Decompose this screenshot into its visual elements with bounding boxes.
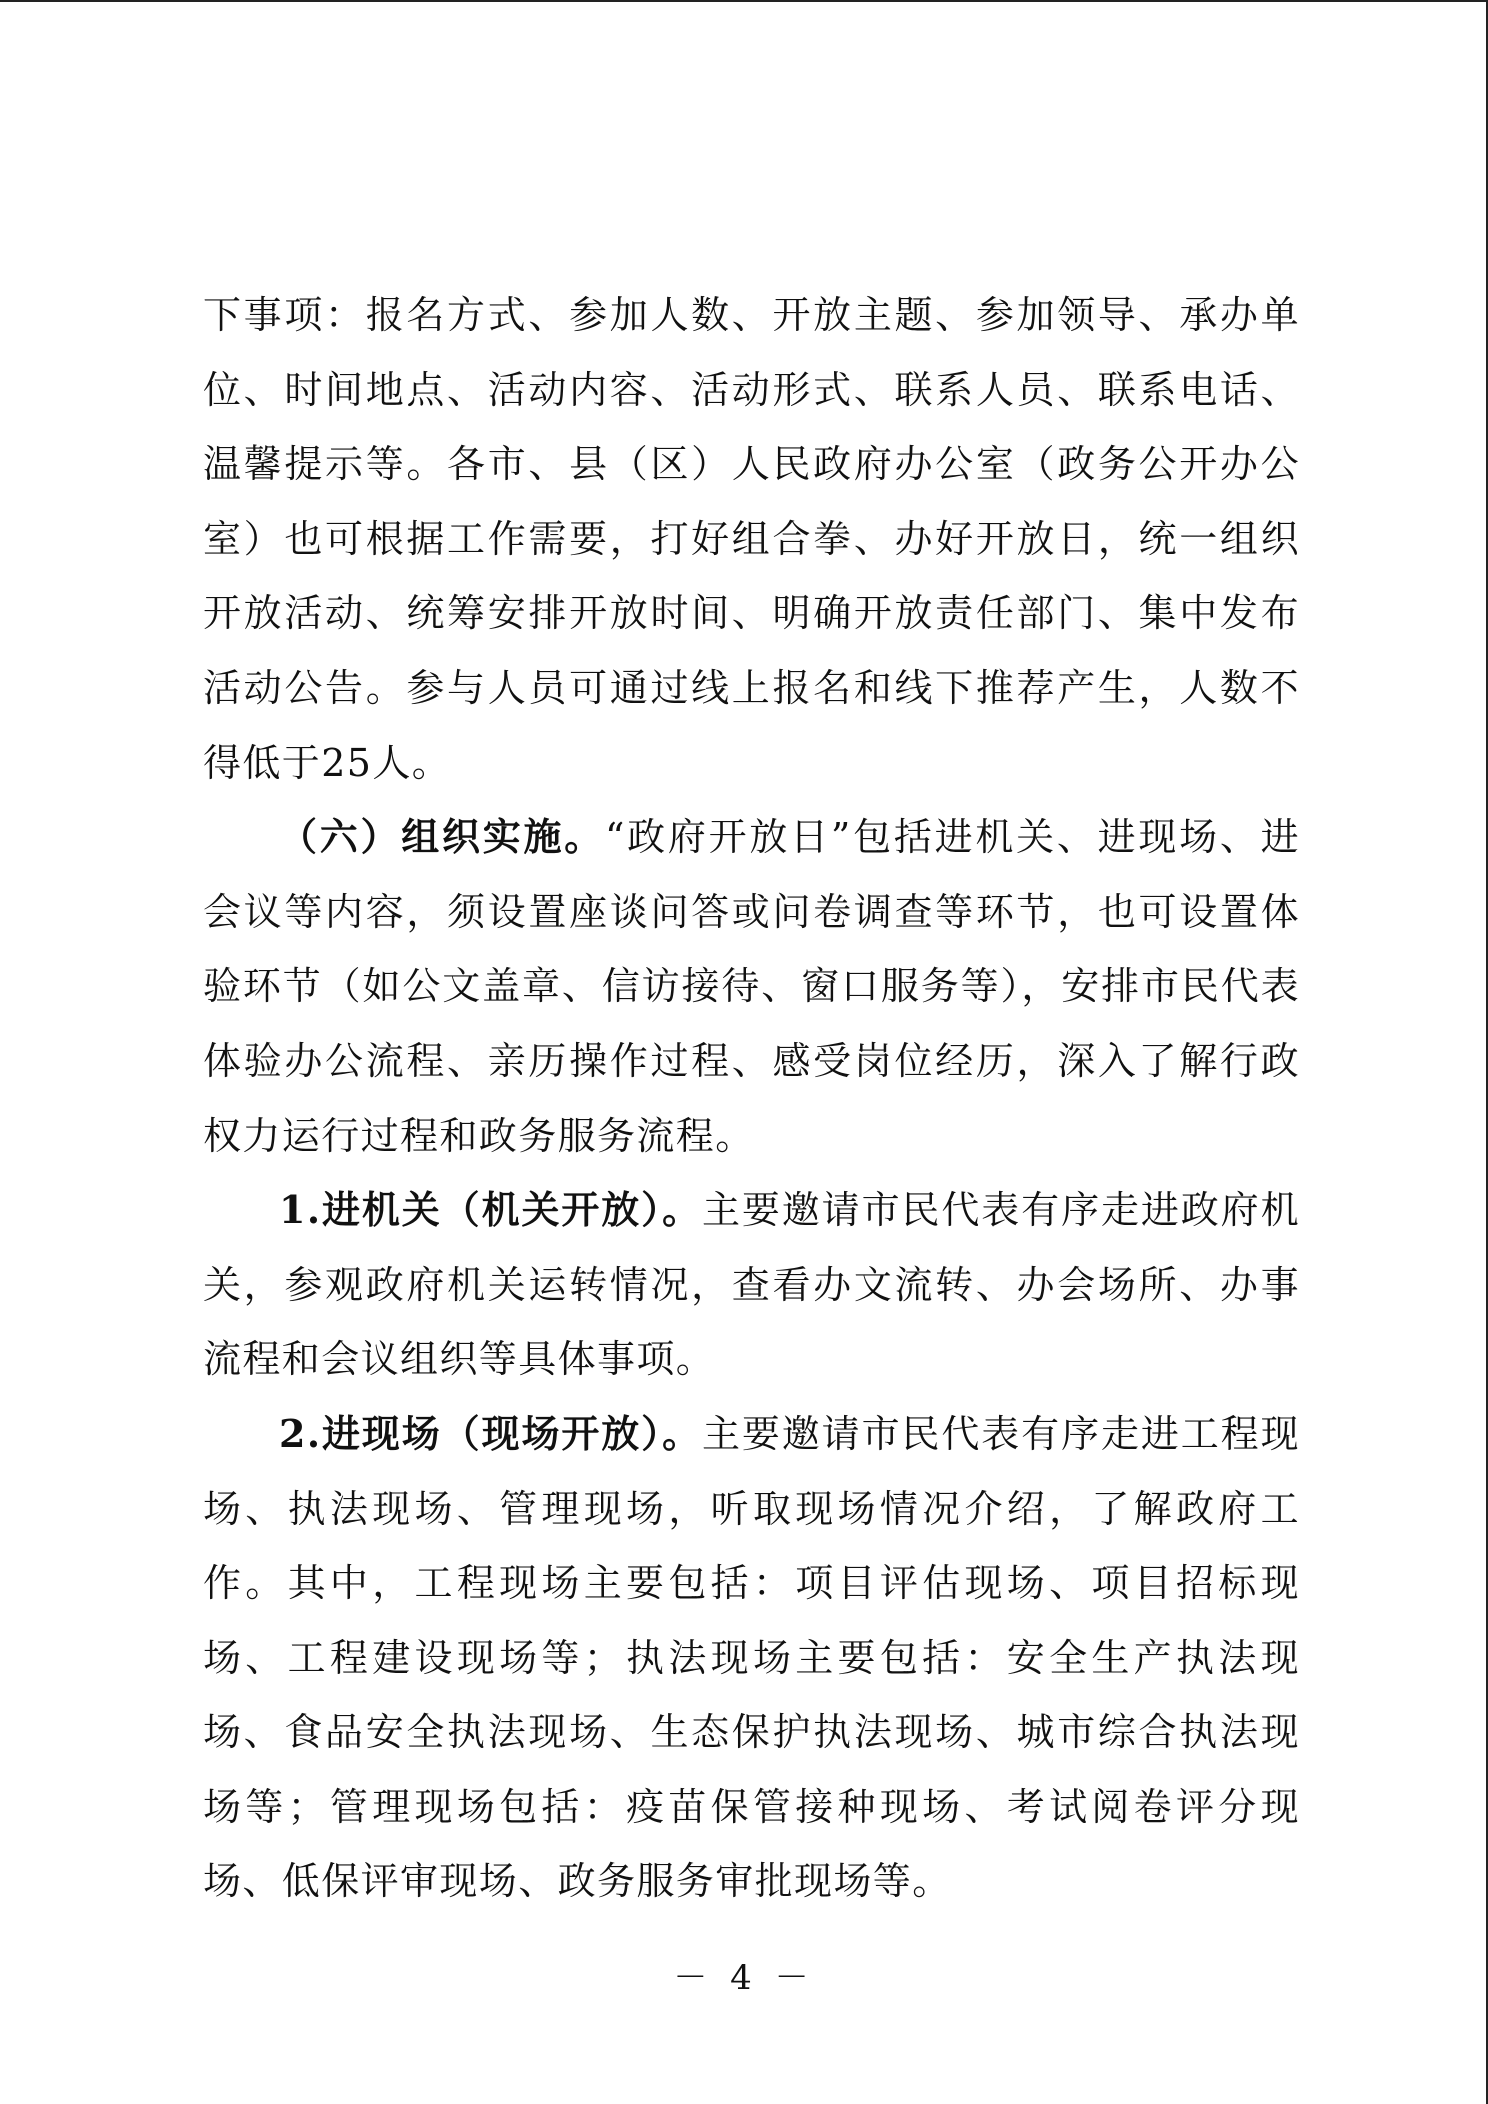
- paragraph-4: [203, 1397, 1300, 1919]
- paragraph-4-text: 主要邀请市民代表有序走进工程现场、执法现场、管理现场，听取现场情况介绍，了解政府工作。其中，工程现场主要包括：项目评估现场、项目招标现场、工程建设现场等；执法现场主要包括：安全生产执法现场、食品安全执法现场、生态保护执法现场、城市综合执法现场等；管理现场包括：疫苗保管接种现场、考试阅卷评分现场、低保评审现场、政务服务审批现场等。: [203, 1411, 1300, 1904]
- paragraph-4-heading: 2.进现场（现场开放）。: [279, 1410, 702, 1456]
- paragraph-2-text: “政府开放日”包括进机关、进现场、进会议等内容，须设置座谈问答或问卷调查等环节，也可设置体验环节（如公文盖章、信访接待、窗口服务等），安排市民代表体验办公流程、亲历操作过程、感受岗位经历，深入了解行政权力运行过程和政务服务流程。: [203, 815, 1300, 1158]
- paragraph-1: [203, 278, 1300, 800]
- page-top-border: [0, 0, 1488, 2]
- paragraph-3: [203, 1173, 1300, 1397]
- paragraph-3-text: 主要邀请市民代表有序走进政府机关，参观政府机关运转情况，查看办文流转、办会场所、办事流程和会议组织等具体事项。: [203, 1188, 1300, 1382]
- page-number: － 4 －: [673, 1958, 815, 1998]
- paragraph-1-text: 下事项：报名方式、参加人数、开放主题、参加领导、承办单位、时间地点、活动内容、活动形式、联系人员、联系电话、温馨提示等。各市、县（区）人民政府办公室（政务公开办公室）也可根据工作需要，打好组合拳、办好开放日，统一组织开放活动、统筹安排开放时间、明确开放责任部门、集中发布活动公告。参与人员可通过线上报名和线下推荐产生，人数不得低于25人。: [203, 293, 1300, 785]
- document-body: [203, 278, 1300, 1919]
- paragraph-2: [203, 800, 1300, 1173]
- paragraph-3-heading: 1.进机关（机关开放）。: [279, 1187, 702, 1233]
- paragraph-2-heading: （六）组织实施。: [279, 814, 605, 860]
